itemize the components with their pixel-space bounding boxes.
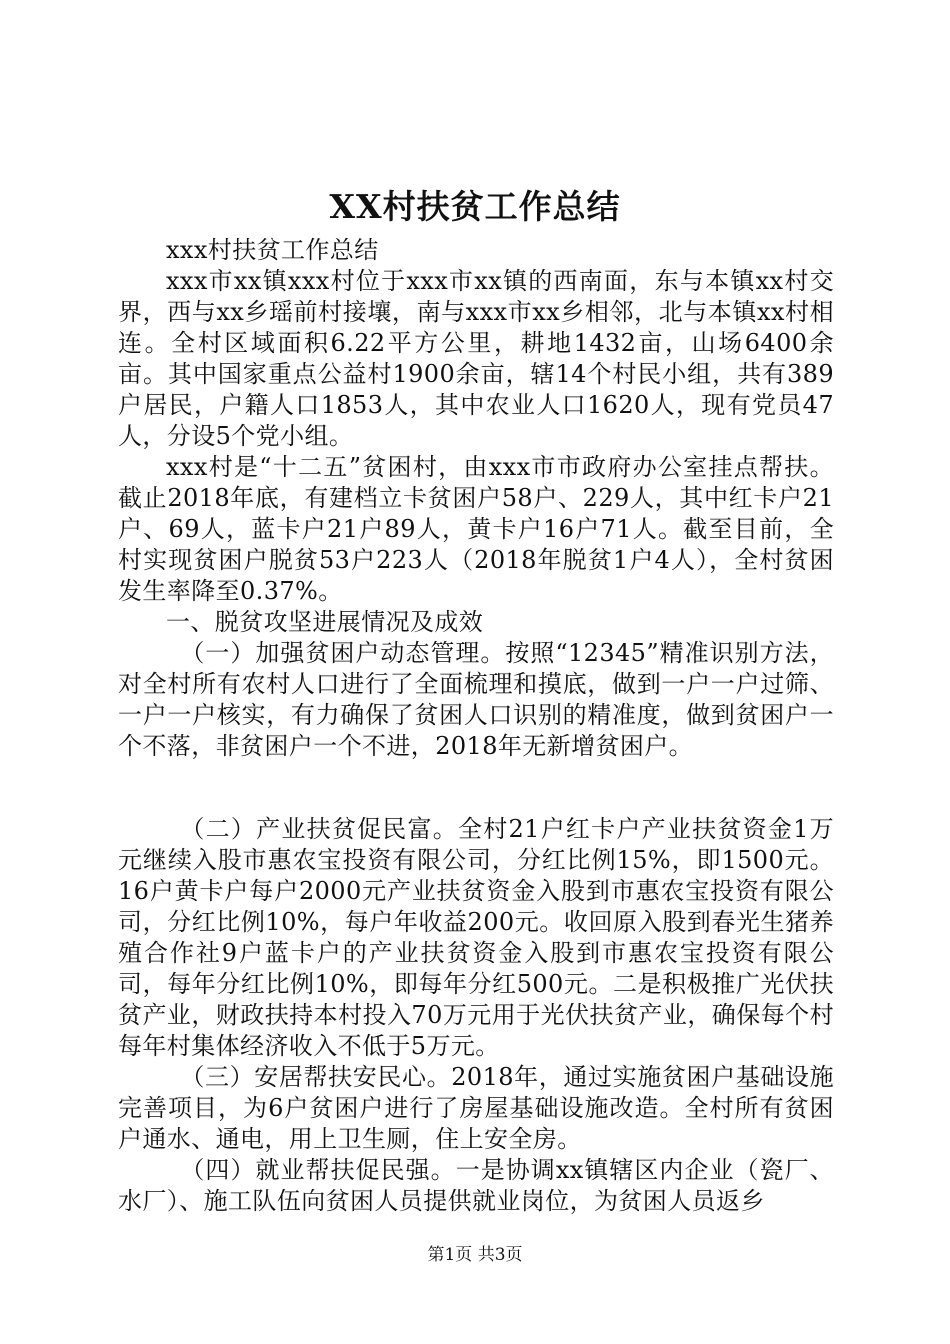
paragraph-dynamic-management: （一）加强贫困户动态管理。按照“12345”精准识别方法，对全村所有农村人口进行了全面梳理和摸底，做到一户一户过筛、一户一户核实，有力确保了贫困人口识别的精准度，做到贫困户一个不落，非贫困户一个不进，2018年无新增贫困户。	[118, 639, 834, 760]
paragraph-employment-support: （四）就业帮扶促民强。一是协调xx镇辖区内企业（瓷厂、水厂）、施工队伍向贫困人员提供就业岗位，为贫困人员返乡	[118, 1156, 834, 1215]
document-body	[118, 235, 834, 1217]
page-footer: 第1页 共3页	[427, 1245, 523, 1265]
paragraph-industry-support: （二）产业扶贫促民富。全村21户红卡户产业扶贫资金1万元继续入股市惠农宝投资有限公司，分红比例15%，即1500元。16户黄卡户每户2000元产业扶贫资金入股到市惠农宝投资有限公司，分红比例10%，每户年收益200元。收回原入股到春光生猪养殖合作社9户蓝卡户的产业扶贫资金入股到市惠农宝投资有限公司，每年分红比例10%，即每年分红500元。二是积极推广光伏扶贫产业，财政扶持本村投入70万元用于光伏扶贫产业，确保每个村每年村集体经济收入不低于5万元。	[118, 815, 834, 1060]
paragraph-poverty-status: xxx村是“十二五”贫困村，由xxx市市政府办公室挂点帮扶。截止2018年底，有建档立卡贫困户58户、229人，其中红卡户21户、69人，蓝卡户21户89人，黄卡户16户71人。截至目前，全村实现贫困户脱贫53户223人（2018年脱贫1户4人），全村贫困发生率降至0.37%。	[118, 453, 834, 605]
paragraph-village-overview: xxx市xx镇xxx村位于xxx市xx镇的西南面，东与本镇xx村交界，西与xx乡瑶前村接壤，南与xxx市xx乡相邻，北与本镇xx村相连。全村区域面积6.22平方公里，耕地1432亩，山场6400余亩。其中国家重点公益村1900余亩，辖14个村民小组，共有389户居民，户籍人口1853人，其中农业人口1620人，现有党员47人，分设5个党小组。	[118, 267, 834, 450]
document-title: XX村扶贫工作总结	[329, 187, 621, 226]
paragraph-subtitle: xxx村扶贫工作总结	[166, 236, 379, 264]
section-heading-progress: 一、脱贫攻坚进展情况及成效	[166, 608, 484, 636]
paragraph-housing-support: （三）安居帮扶安民心。2018年，通过实施贫困户基础设施完善项目，为6户贫困户进行了房屋基础设施改造。全村所有贫困户通水、通电，用上卫生厕，住上安全房。	[118, 1063, 834, 1153]
